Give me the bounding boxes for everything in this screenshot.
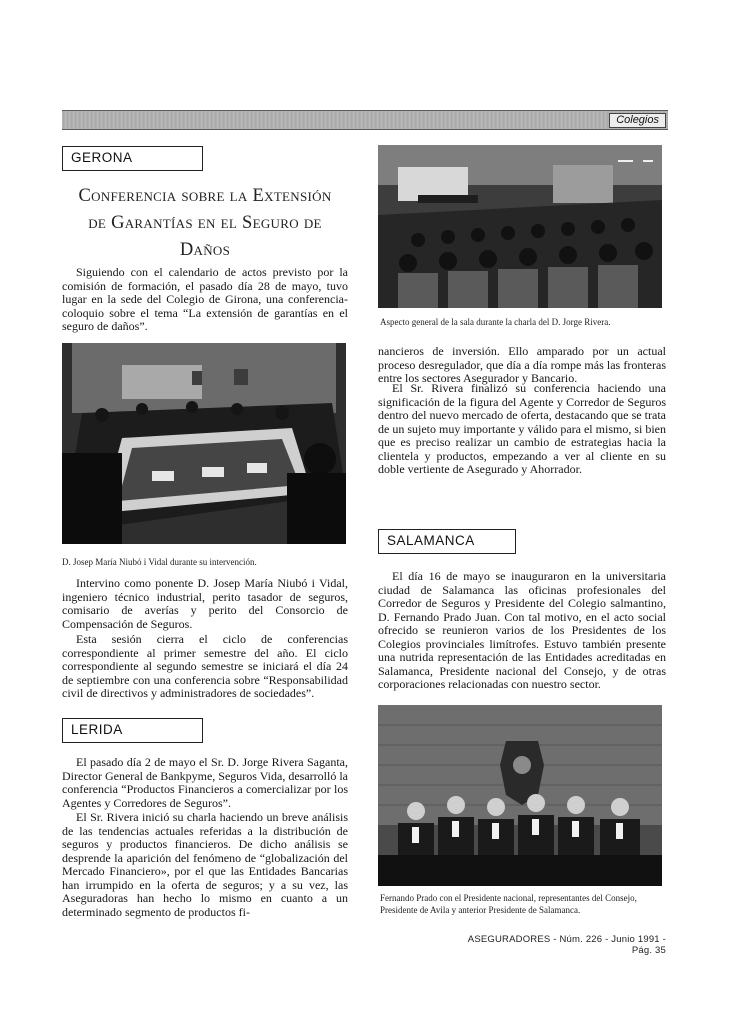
lerida-photo-caption: Aspecto general de la sala durante la charla del D. Jorge Rivera. bbox=[380, 317, 611, 327]
section-tag: Colegios bbox=[609, 113, 666, 128]
gerona-section-label: GERONA bbox=[62, 146, 203, 171]
gerona-article-title bbox=[62, 183, 348, 264]
gerona-body-2: Esta sesión cierra el ciclo de conferencias correspondiente al primer semestre del año. El ciclo correspondiente al segundo semestre se iniciará el día 24 de septiembre con una conferencia sobre “Responsabilidad civil de directivos y administradores de sociedades”. bbox=[62, 632, 348, 700]
lerida-body-1: El pasado día 2 de mayo el Sr. D. Jorge Rivera Saganta, Director General de Bankpyme, Seguros Vida, desarrolló la conferencia “Productos Financieros a comercializar por los Agentes y Corredores de Seguros”. bbox=[62, 755, 348, 810]
salamanca-section-label: SALAMANCA bbox=[378, 529, 516, 554]
lerida-continued-1: nancieros de inversión. Ello amparado por un actual proceso desregulador, que día a día rompe más las fronteras entre los sectores Asegurador y Bancario. bbox=[378, 344, 666, 385]
gerona-conference-photo bbox=[62, 343, 346, 544]
page-footer: ASEGURADORES - Núm. 226 - Junio 1991 - Pág. 35 bbox=[467, 934, 666, 956]
section-header-bar bbox=[62, 110, 668, 130]
title-line: de Garantías en el Seguro de bbox=[88, 213, 322, 233]
lerida-body-2: El Sr. Rivera inició su charla haciendo un breve análisis de las tendencias actuales referidas a la distribución de seguros y productos financieros. De dicho análisis se desprende la aparición del fenómeno de “globalización del Mercado Financiero», por el que las Entidades Bancarias han irrumpido en la oferta de seguros; y a su vez, las Aseguradoras han hecho lo mismo en cuanto a un determinado segmento de productos fi- bbox=[62, 810, 348, 919]
gerona-intro: Siguiendo con el calendario de actos previsto por la comisión de formación, el pasado día 28 de mayo, tuvo lugar en la sede del Colegio de Girona, una conferencia-coloquio sobre el tema “La extensión de garantías en el seguro de daños”. bbox=[62, 265, 348, 333]
lerida-audience-photo bbox=[378, 145, 662, 308]
title-line: Conferencia sobre la Extensión bbox=[78, 186, 332, 206]
salamanca-presidents-photo bbox=[378, 705, 662, 886]
gerona-photo-caption: D. Josep María Niubó i Vidal durante su intervención. bbox=[62, 557, 257, 567]
salamanca-photo-caption: Fernando Prado con el Presidente nacional, representantes del Consejo, Presidente de Avila y anterior Presidente de Salamanca. bbox=[380, 893, 637, 915]
lerida-continued-2: El Sr. Rivera finalizó su conferencia haciendo una significación de la figura del Agente y Corredor de Seguros dentro del nuevo mercado de oferta, destacando que se trata de un sujeto muy importante y válido para el mismo, si bien que es preciso realizar un cambio de estrategias hacia la clientela y productos, empezando a ver al cliente en su doble vertiente de Asegurado y Ahorrador. bbox=[378, 381, 666, 476]
title-line: Daños bbox=[179, 240, 231, 260]
gerona-body-1: Intervino como ponente D. Josep María Niubó i Vidal, ingeniero técnico industrial, perito tasador de seguros, comisario de averías y perito del Consorcio de Compensación de Seguros. bbox=[62, 576, 348, 631]
salamanca-body: El día 16 de mayo se inauguraron en la universitaria ciudad de Salamanca las oficinas profesionales del Corredor de Seguros y Presidente del Colegio salmantino, D. Fernando Prado Juan. Con tal motivo, en el acto social ofrecido se reunieron varios de los Presidentes de los Colegios provinciales limítrofes. Estuvo también presente una nutrida representación de las Entidades acreditadas en Salamanca, Presidente nacional del Consejo, y de otras corporaciones relacionadas con nuestro sector. bbox=[378, 569, 666, 691]
lerida-section-label: LERIDA bbox=[62, 718, 203, 743]
